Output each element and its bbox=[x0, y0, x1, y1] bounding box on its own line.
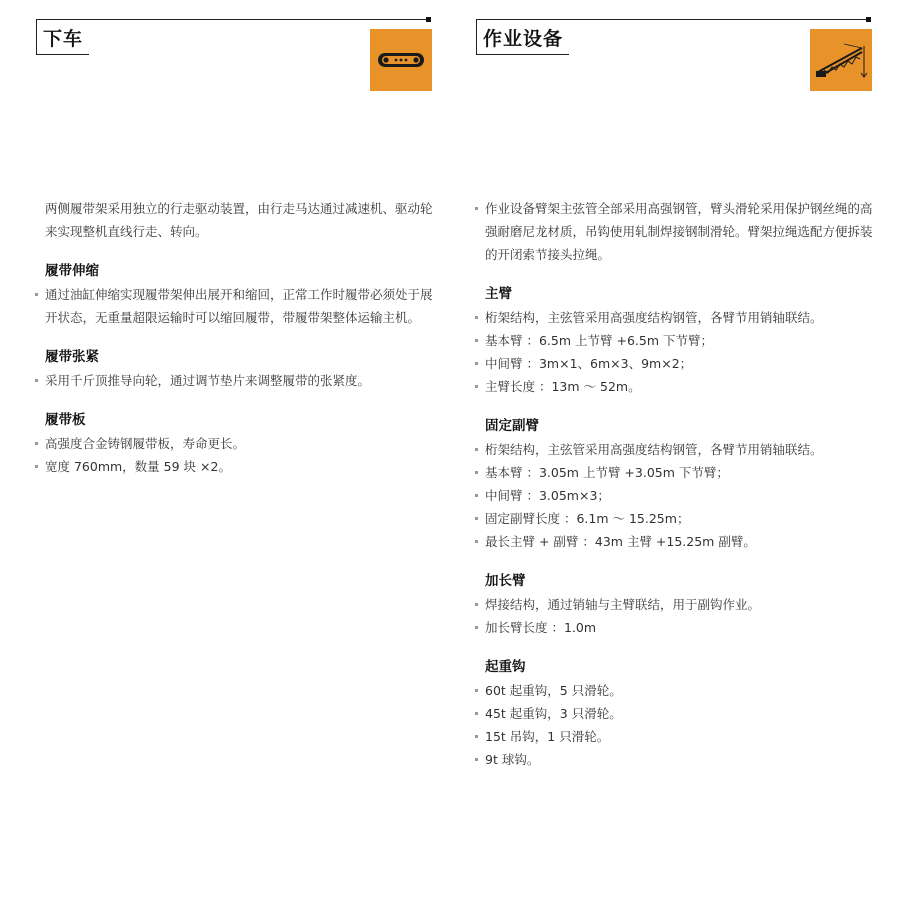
list-item: 60t 起重钩，5 只滑轮。 bbox=[475, 679, 877, 702]
section-title: 履带伸缩 bbox=[45, 263, 99, 279]
section-title: 主臂 bbox=[485, 286, 512, 302]
list-item: 45t 起重钩，3 只滑轮。 bbox=[475, 702, 877, 725]
section-header bbox=[476, 20, 569, 55]
section-track-extension bbox=[45, 259, 437, 329]
section-title: 履带板 bbox=[45, 412, 86, 428]
page-title: 作业设备 bbox=[483, 28, 564, 50]
section-title: 加长臂 bbox=[485, 573, 526, 589]
section-track-tension bbox=[45, 345, 437, 392]
list-item: 主臂长度 ：13m ～ 52m。 bbox=[475, 375, 877, 398]
right-body bbox=[485, 197, 877, 787]
list-item: 基本臂 ：6.5m 上节臂 +6.5m 下节臂； bbox=[475, 329, 877, 352]
page-title: 下车 bbox=[43, 28, 84, 50]
crane-boom-icon bbox=[810, 29, 872, 91]
list-item: 固定副臂长度 ：6.1m ～ 15.25m； bbox=[475, 507, 877, 530]
intro-paragraph: 两侧履带架采用独立的行走驱动装置，由行走马达通过减速机、驱动轮来实现整机直线行走、转向。 bbox=[45, 201, 433, 239]
list-item: 通过油缸伸缩实现履带架伸出展开和缩回，正常工作时履带必须处于展开状态，无重量超限运输时可以缩回履带，带履带架整体运输主机。 bbox=[35, 283, 437, 329]
list-item: 中间臂 ：3.05m×3； bbox=[475, 484, 877, 507]
list-item: 9t 球钩。 bbox=[475, 748, 877, 771]
list-item: 桁架结构，主弦管采用高强度结构钢管，各臂节用销轴联结。 bbox=[475, 306, 877, 329]
list-item: 中间臂 ：3m×1、6m×3、9m×2； bbox=[475, 352, 877, 375]
section-fixed-jib bbox=[485, 414, 877, 553]
section-title: 固定副臂 bbox=[485, 418, 539, 434]
header-rule-dot bbox=[866, 17, 871, 22]
list-item: 高强度合金铸钢履带板，寿命更长。 bbox=[35, 432, 437, 455]
section-extension-boom bbox=[485, 569, 877, 639]
list-item: 桁架结构，主弦管采用高强度结构钢管，各臂节用销轴联结。 bbox=[475, 438, 877, 461]
list-item: 15t 吊钩，1 只滑轮。 bbox=[475, 725, 877, 748]
intro-paragraph: 作业设备臂架主弦管全部采用高强钢管，臂头滑轮采用保护钢丝绳的高强耐磨尼龙材质，吊钩使用轧制焊接钢制滑轮。臂架拉绳选配方便拆装的开闭索节接头拉绳。 bbox=[475, 197, 877, 266]
list-item: 加长臂长度 ：1.0m bbox=[475, 616, 877, 639]
list-item: 焊接结构，通过销轴与主臂联结，用于副钩作业。 bbox=[475, 593, 877, 616]
section-header bbox=[36, 20, 89, 55]
crawler-track-icon bbox=[370, 29, 432, 91]
list-item: 基本臂 ：3.05m 上节臂 +3.05m 下节臂； bbox=[475, 461, 877, 484]
section-track-shoe bbox=[45, 408, 437, 478]
header-rule bbox=[36, 19, 430, 20]
list-item: 最长主臂 + 副臂 ：43m 主臂 +15.25m 副臂。 bbox=[475, 530, 877, 553]
section-title: 起重钩 bbox=[485, 659, 526, 675]
list-item: 采用千斤顶推导向轮，通过调节垫片来调整履带的张紧度。 bbox=[35, 369, 437, 392]
section-main-boom bbox=[485, 282, 877, 398]
section-title: 履带张紧 bbox=[45, 349, 99, 365]
left-body bbox=[45, 197, 437, 494]
list-item: 宽度 760mm，数量 59 块 ×2。 bbox=[35, 455, 437, 478]
section-hook bbox=[485, 655, 877, 771]
header-rule-dot bbox=[426, 17, 431, 22]
